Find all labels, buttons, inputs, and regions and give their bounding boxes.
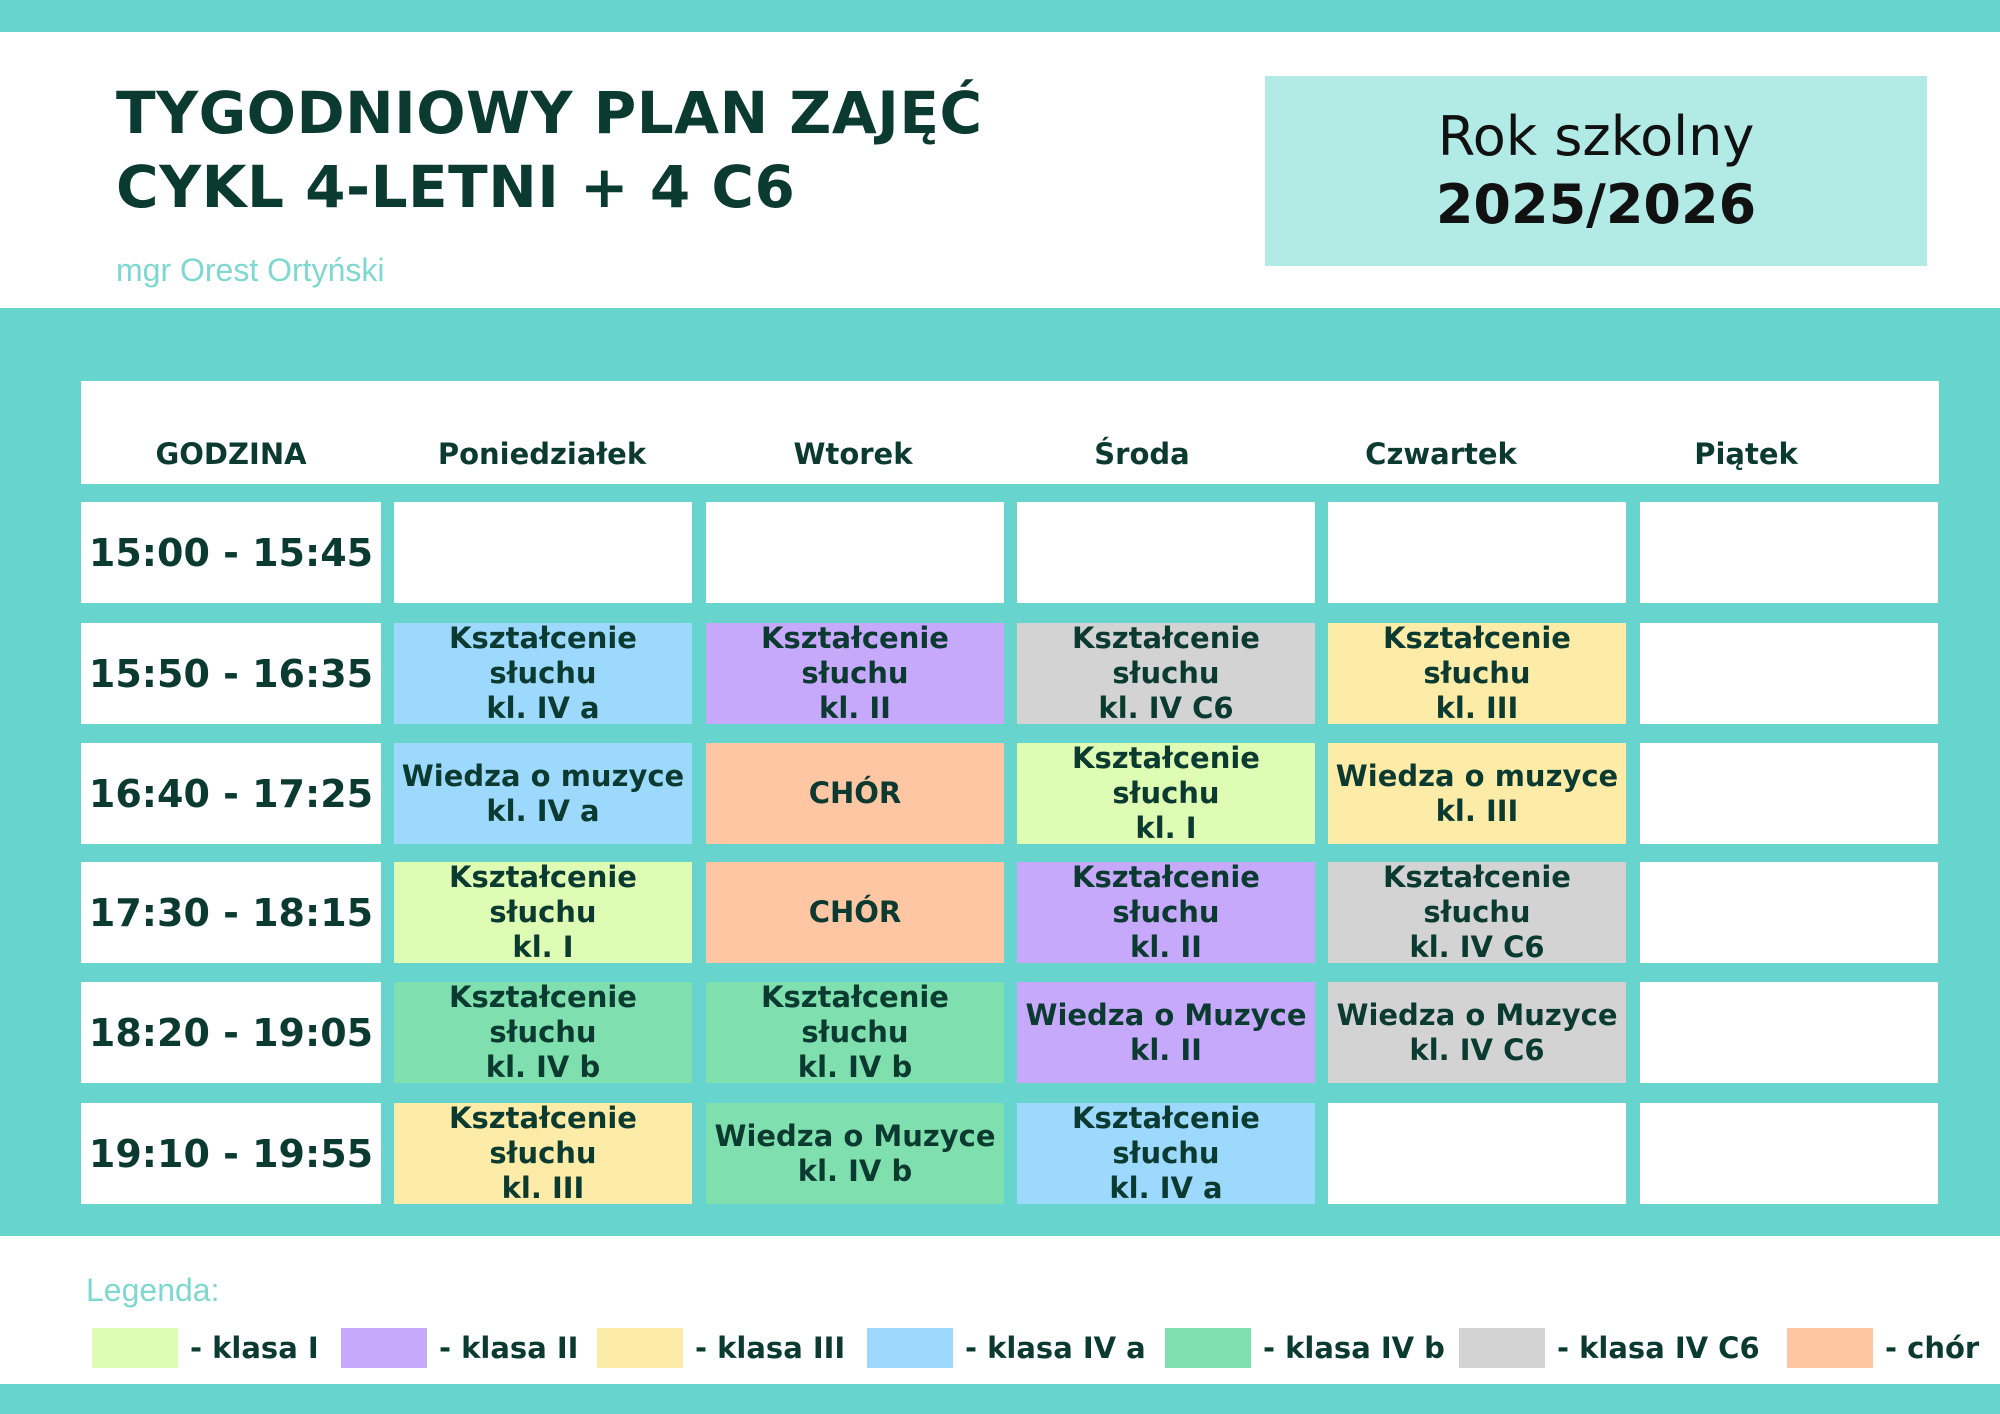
schedule-cell [1640, 623, 1938, 724]
schedule-cell [394, 623, 692, 724]
schedule-cell [1328, 502, 1626, 603]
lesson-subject: Wiedza o Muzyce [1336, 997, 1618, 1032]
schedule-cell [706, 982, 1004, 1083]
lesson-subject: Wiedza o muzyce [1335, 758, 1619, 793]
title-line-1: TYGODNIOWY PLAN ZAJĘĆ [116, 79, 983, 147]
lesson-subject: Kształcenie słuchu [1072, 860, 1260, 929]
schedule-cell [706, 862, 1004, 963]
legend-item [341, 1328, 578, 1368]
legend-swatch [1787, 1328, 1873, 1368]
bottom-band [0, 1384, 2000, 1414]
schedule-cell [394, 743, 692, 844]
legend-item [1459, 1328, 1760, 1368]
schedule-cell [1328, 623, 1626, 724]
legend-swatch [92, 1328, 178, 1368]
schedule-cell [706, 1103, 1004, 1204]
lesson-subject: Wiedza o Muzyce [1025, 997, 1307, 1032]
lesson-subject: Kształcenie słuchu [449, 621, 637, 690]
schedule-cell [1640, 502, 1938, 603]
schedule-cell [706, 502, 1004, 603]
schedule-cell [394, 1103, 692, 1204]
lesson-subject: Kształcenie słuchu [761, 621, 949, 690]
schedule-cell [1017, 862, 1315, 963]
lesson-class: kl. III [1435, 691, 1519, 725]
schedule-cell [1328, 1103, 1626, 1204]
lesson-subject: Kształcenie słuchu [1072, 621, 1260, 690]
schedule-cell [1328, 743, 1626, 844]
lesson-class: kl. II [1130, 930, 1202, 964]
legend-label: - klasa IV b [1263, 1331, 1445, 1365]
lesson-class: kl. IV C6 [1409, 930, 1545, 964]
lesson-subject: Kształcenie słuchu [761, 980, 949, 1049]
schedule-header-row [81, 381, 1939, 484]
lesson-class: kl. IV a [486, 691, 600, 725]
lesson-subject: Kształcenie słuchu [1072, 741, 1260, 810]
schedule-cell [1017, 982, 1315, 1083]
header-czwartek: Czwartek [1365, 437, 1517, 471]
school-year-box [1265, 76, 1927, 266]
lesson-class: kl. I [512, 930, 574, 964]
school-year-label: Rok szkolny [1437, 105, 1755, 168]
lesson-class: kl. III [1435, 793, 1519, 828]
lesson-subject: Kształcenie słuchu [449, 860, 637, 929]
schedule-cell [1017, 743, 1315, 844]
top-band [0, 0, 2000, 32]
lesson-class: kl. IV C6 [1098, 691, 1234, 725]
lesson-subject: Kształcenie słuchu [1072, 1101, 1260, 1170]
lesson-class: kl. IV C6 [1409, 1032, 1545, 1067]
time-slot: 15:50 - 16:35 [81, 623, 381, 724]
legend-label: - klasa III [695, 1331, 846, 1365]
lesson-subject: Kształcenie słuchu [449, 1101, 637, 1170]
lesson-class: kl. III [501, 1171, 585, 1205]
lesson-subject: Wiedza o muzyce [401, 758, 685, 793]
time-slot: 19:10 - 19:55 [81, 1103, 381, 1204]
time-slot: 18:20 - 19:05 [81, 982, 381, 1083]
legend-swatch [341, 1328, 427, 1368]
legend-label: - klasa I [190, 1331, 319, 1365]
lesson-subject: Kształcenie słuchu [1383, 621, 1571, 690]
schedule-cell [1640, 982, 1938, 1083]
legend-item [597, 1328, 845, 1368]
time-slot: 15:00 - 15:45 [81, 502, 381, 603]
lesson-subject: Wiedza o Muzyce [714, 1118, 996, 1153]
legend-label: - klasa IV C6 [1557, 1331, 1760, 1365]
header-poniedzialek: Poniedziałek [437, 437, 647, 471]
legend-item [1787, 1328, 1979, 1368]
schedule-cell [1640, 862, 1938, 963]
lesson-subject: CHÓR [808, 895, 902, 929]
schedule-cell [1017, 1103, 1315, 1204]
schedule-cell [1640, 1103, 1938, 1204]
legend-label: - klasa IV a [965, 1331, 1146, 1365]
legend-item [92, 1328, 319, 1368]
legend-swatch [1165, 1328, 1251, 1368]
lesson-class: kl. IV b [797, 1050, 913, 1084]
lesson-class: kl. II [1130, 1032, 1202, 1067]
header-piatek: Piątek [1694, 437, 1798, 471]
schedule-cell [706, 743, 1004, 844]
lesson-class: kl. IV b [797, 1153, 913, 1188]
schedule-cell [394, 502, 692, 603]
lesson-subject: Kształcenie słuchu [449, 980, 637, 1049]
schedule-cell [1017, 623, 1315, 724]
header-godzina: GODZINA [155, 437, 307, 471]
legend-label: - klasa II [439, 1331, 579, 1365]
lesson-class: kl. II [819, 691, 891, 725]
schedule-cell [1640, 743, 1938, 844]
header-sroda: Środa [1094, 437, 1190, 471]
lesson-class: kl. IV b [485, 1050, 601, 1084]
legend-label: - chór [1885, 1331, 1980, 1365]
schedule-cell [394, 982, 692, 1083]
author-name: mgr Orest Ortyński [116, 252, 385, 288]
lesson-class: kl. I [1135, 811, 1197, 845]
lesson-class: kl. IV a [486, 793, 600, 828]
legend-swatch [1459, 1328, 1545, 1368]
legend-title: Legenda: [86, 1272, 220, 1308]
time-slot: 16:40 - 17:25 [81, 743, 381, 844]
school-year-value: 2025/2026 [1435, 173, 1757, 236]
schedule-cell [706, 623, 1004, 724]
title-line-2: CYKL 4-LETNI + 4 C6 [116, 153, 796, 221]
schedule-cell [1328, 862, 1626, 963]
page-title [116, 76, 983, 224]
legend-item [867, 1328, 1146, 1368]
schedule-cell [1017, 502, 1315, 603]
schedule-cell [394, 862, 692, 963]
lesson-subject: CHÓR [808, 776, 902, 810]
legend-item [1165, 1328, 1445, 1368]
schedule-cell [1328, 982, 1626, 1083]
legend-swatch [597, 1328, 683, 1368]
time-slot: 17:30 - 18:15 [81, 862, 381, 963]
header-wtorek: Wtorek [793, 437, 913, 471]
lesson-subject: Kształcenie słuchu [1383, 860, 1571, 929]
lesson-class: kl. IV a [1109, 1171, 1223, 1205]
legend-swatch [867, 1328, 953, 1368]
